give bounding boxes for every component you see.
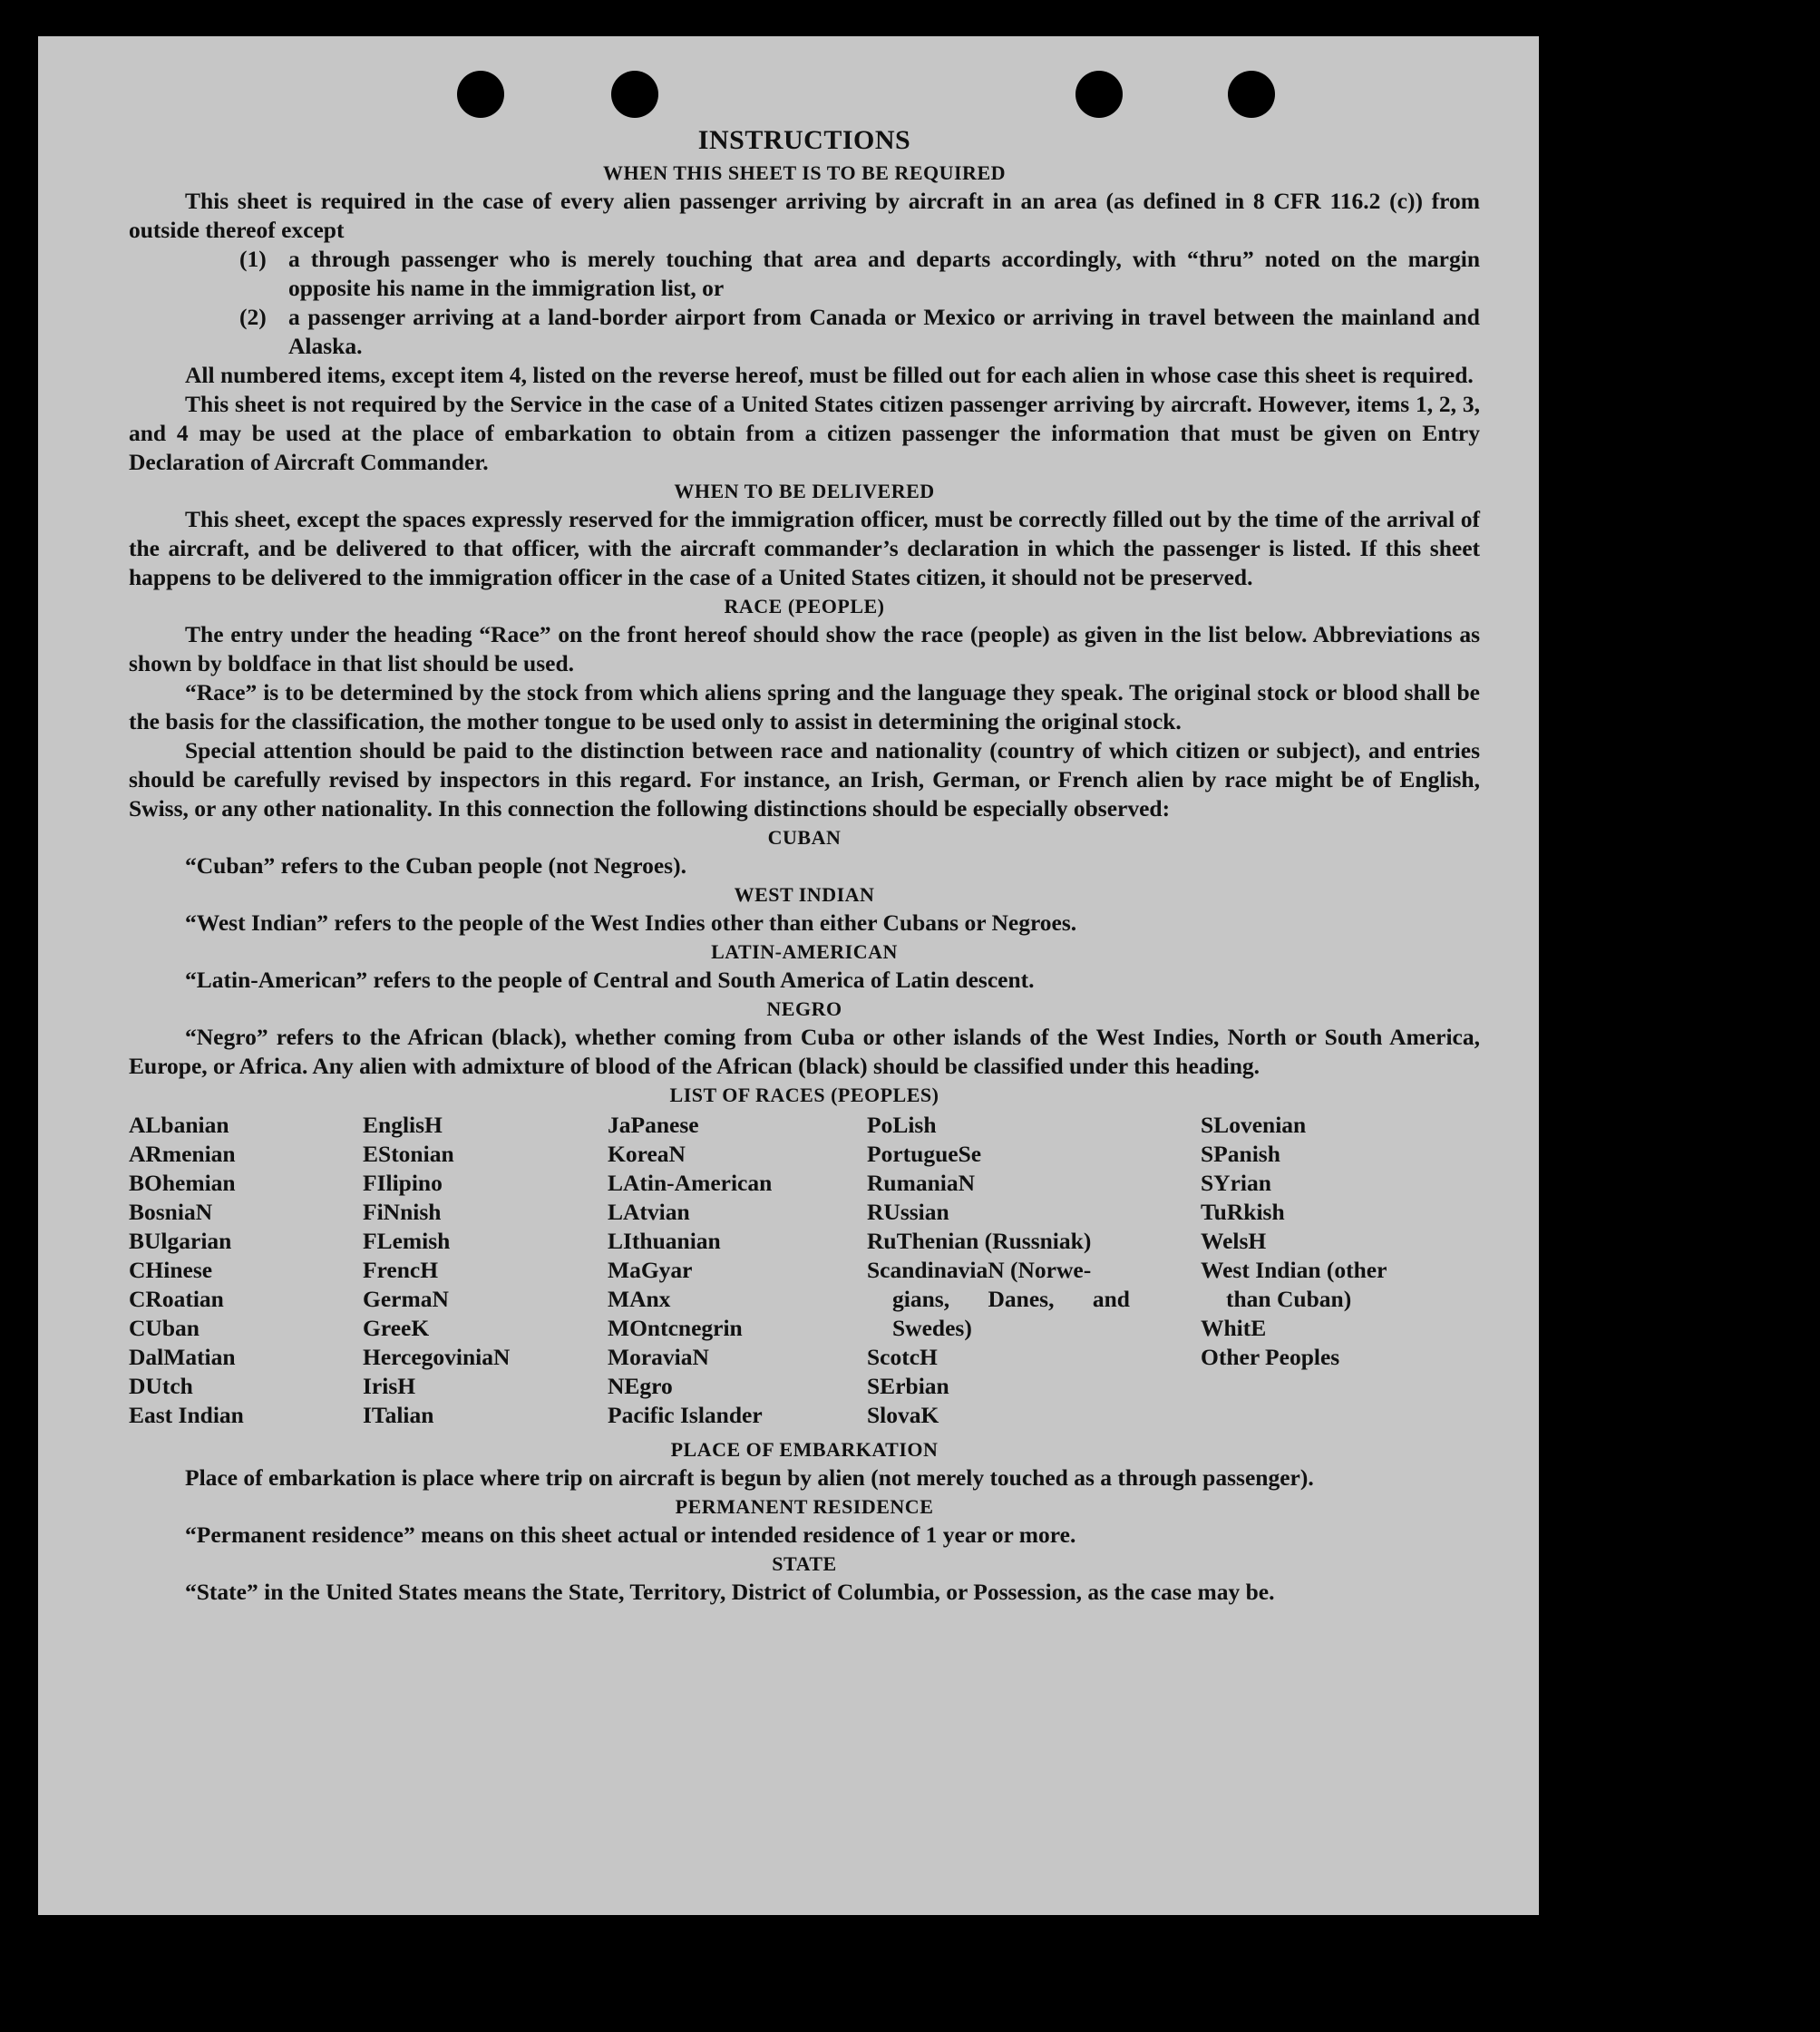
section-heading: NEGRO — [766, 997, 842, 1020]
race-item: EStonian — [363, 1141, 454, 1167]
race-item: MaGyar — [608, 1257, 693, 1283]
race-item: RumaniaN — [867, 1170, 976, 1196]
race-item: BOhemian — [129, 1170, 236, 1196]
race-item: SLovenian — [1201, 1112, 1307, 1138]
race-item: LAtvian — [608, 1199, 690, 1225]
race-item: GreeK — [363, 1315, 430, 1341]
race-item: MOntcnegrin — [608, 1315, 743, 1341]
paragraph: “State” in the United States means the State, Territory, District of Columbia, or Possession, as the case may be. — [185, 1579, 1275, 1605]
races-column-4 — [867, 1111, 1130, 1430]
list-item — [129, 245, 1480, 303]
punch-hole — [457, 71, 504, 118]
race-item: FiNnish — [363, 1199, 442, 1225]
race-item: MAnx — [608, 1286, 671, 1312]
race-item: HercegoviniaN — [363, 1344, 511, 1370]
race-item: East Indian — [129, 1402, 244, 1428]
instructions-content — [129, 122, 1480, 1607]
section-heading: CUBAN — [767, 826, 842, 849]
race-item: LAtin-American — [608, 1170, 773, 1196]
paragraph: Place of embarkation is place where trip on aircraft is begun by alien (not merely touched as a through passenger). — [185, 1464, 1314, 1491]
paragraph: “Negro” refers to the African (black), whether coming from Cuba or other islands of the West Indies, North or South America, Europe, or Africa. Any alien with admixture of blood of the African (black) should be classified under this heading. — [129, 1024, 1480, 1079]
race-item: ScotcH — [867, 1344, 938, 1370]
race-item: FLemish — [363, 1228, 451, 1254]
paragraph: This sheet is required in the case of every alien passenger arriving by aircraft in an area (as defined in 8 CFR 116.2 (c)) from outside thereof except — [129, 188, 1480, 243]
races-column-3 — [608, 1111, 772, 1430]
item-number: (1) — [239, 246, 267, 272]
section-heading: LATIN-AMERICAN — [711, 940, 898, 963]
race-item: CRoatian — [129, 1286, 224, 1312]
punch-hole — [1075, 71, 1123, 118]
paragraph: Special attention should be paid to the distinction between race and nationality (country of which citizen or subject), and entries should be carefully revised by inspectors in this regard. For instance, an Irish, German, or French alien by race might be of English, Swiss, or any other nationality. In this connection the following distinctions should be especially observed: — [129, 737, 1480, 822]
item-number: (2) — [239, 304, 267, 330]
section-heading: STATE — [772, 1552, 837, 1575]
punch-hole — [611, 71, 658, 118]
race-item: IrisH — [363, 1373, 416, 1399]
race-item: Swedes) — [892, 1315, 972, 1341]
race-item: WhitE — [1201, 1315, 1267, 1341]
race-item: FrencH — [363, 1257, 439, 1283]
races-list — [129, 1111, 1480, 1435]
section-heading: LIST OF RACES (PEOPLES) — [669, 1084, 939, 1106]
paragraph: “Cuban” refers to the Cuban people (not Negroes). — [185, 852, 686, 879]
race-item: ALbanian — [129, 1112, 229, 1138]
paragraph: This sheet, except the spaces expressly reserved for the immigration officer, must be correctly filled out by the time of the arrival of the aircraft, and be delivered to that officer, with the aircraft commander’s declaration in which the passenger is listed. If this sheet happens to be delivered to the immigration officer in the case of a United States citizen, it should not be preserved. — [129, 506, 1480, 590]
race-item: TuRkish — [1201, 1199, 1285, 1225]
race-item: SErbian — [867, 1373, 949, 1399]
race-item: BosniaN — [129, 1199, 213, 1225]
paragraph: “Latin-American” refers to the people of Central and South America of Latin descent. — [185, 967, 1035, 993]
section-heading: PLACE OF EMBARKATION — [670, 1438, 939, 1461]
race-item: JaPanese — [608, 1112, 699, 1138]
document-page — [38, 36, 1539, 1915]
section-heading: WHEN THIS SHEET IS TO BE REQUIRED — [602, 161, 1007, 184]
section-heading: RACE (PEOPLE) — [724, 595, 885, 617]
section-heading: WEST INDIAN — [734, 883, 875, 906]
punch-hole — [1228, 71, 1275, 118]
race-item: CUban — [129, 1315, 200, 1341]
race-item: WelsH — [1201, 1228, 1267, 1254]
races-column-5 — [1201, 1111, 1480, 1372]
race-item: Other Peoples — [1201, 1344, 1340, 1370]
race-item: BUlgarian — [129, 1228, 232, 1254]
item-text: a through passenger who is merely touching that area and departs accordingly, with “thru” noted on the margin opposite his name in the immigration list, or — [288, 246, 1480, 301]
race-item: CHinese — [129, 1257, 213, 1283]
race-item: DUtch — [129, 1373, 193, 1399]
paragraph: The entry under the heading “Race” on the front hereof should show the race (people) as given in the list below. Abbreviations as shown by boldface in that list should be used. — [129, 621, 1480, 676]
race-item: ITalian — [363, 1402, 434, 1428]
race-item: West Indian (other — [1201, 1257, 1387, 1283]
race-item: FIlipino — [363, 1170, 443, 1196]
paragraph: “Permanent residence” means on this sheet actual or intended residence of 1 year or more. — [185, 1522, 1076, 1548]
race-item: Pacific Islander — [608, 1402, 763, 1428]
section-heading: PERMANENT RESIDENCE — [675, 1495, 934, 1518]
race-item: RuThenian (Russniak) — [867, 1228, 1092, 1254]
list-item — [129, 303, 1480, 361]
race-item: GermaN — [363, 1286, 449, 1312]
race-item: KoreaN — [608, 1141, 686, 1167]
race-item: than Cuban) — [1226, 1286, 1352, 1312]
paragraph: “Race” is to be determined by the stock from which aliens spring and the language they speak. The original stock or blood shall be the basis for the classification, the mother tongue to be used only to assist in determining the original stock. — [129, 679, 1480, 734]
races-column-2 — [363, 1111, 510, 1430]
race-item: PoLish — [867, 1112, 937, 1138]
race-item: ARmenian — [129, 1141, 236, 1167]
race-item: DalMatian — [129, 1344, 236, 1370]
race-item: RUssian — [867, 1199, 949, 1225]
race-item: ScandinaviaN (Norwe- — [867, 1257, 1092, 1283]
paragraph: All numbered items, except item 4, listed on the reverse hereof, must be filled out for each alien in whose case this sheet is required. — [185, 362, 1474, 388]
section-heading: WHEN TO BE DELIVERED — [674, 480, 935, 502]
race-item: SYrian — [1201, 1170, 1271, 1196]
race-item: NEgro — [608, 1373, 673, 1399]
race-item: EnglisH — [363, 1112, 443, 1138]
race-item: SlovaK — [867, 1402, 939, 1428]
paragraph: “West Indian” refers to the people of the West Indies other than either Cubans or Negroes. — [185, 909, 1077, 936]
races-column-1 — [129, 1111, 244, 1430]
page-title: INSTRUCTIONS — [697, 125, 911, 155]
race-item: SPanish — [1201, 1141, 1280, 1167]
item-text: a passenger arriving at a land-border airport from Canada or Mexico or arriving in travel between the mainland and Alaska. — [288, 304, 1480, 359]
race-item: MoraviaN — [608, 1344, 709, 1370]
race-item: LIthuanian — [608, 1228, 721, 1254]
race-item: gians, Danes, and — [892, 1286, 1130, 1312]
race-item: PortugueSe — [867, 1141, 982, 1167]
paragraph: This sheet is not required by the Service in the case of a United States citizen passenger arriving by aircraft. However, items 1, 2, 3, and 4 may be used at the place of embarkation to obtain from a citizen passenger the information that must be given on Entry Declaration of Aircraft Commander. — [129, 391, 1480, 475]
